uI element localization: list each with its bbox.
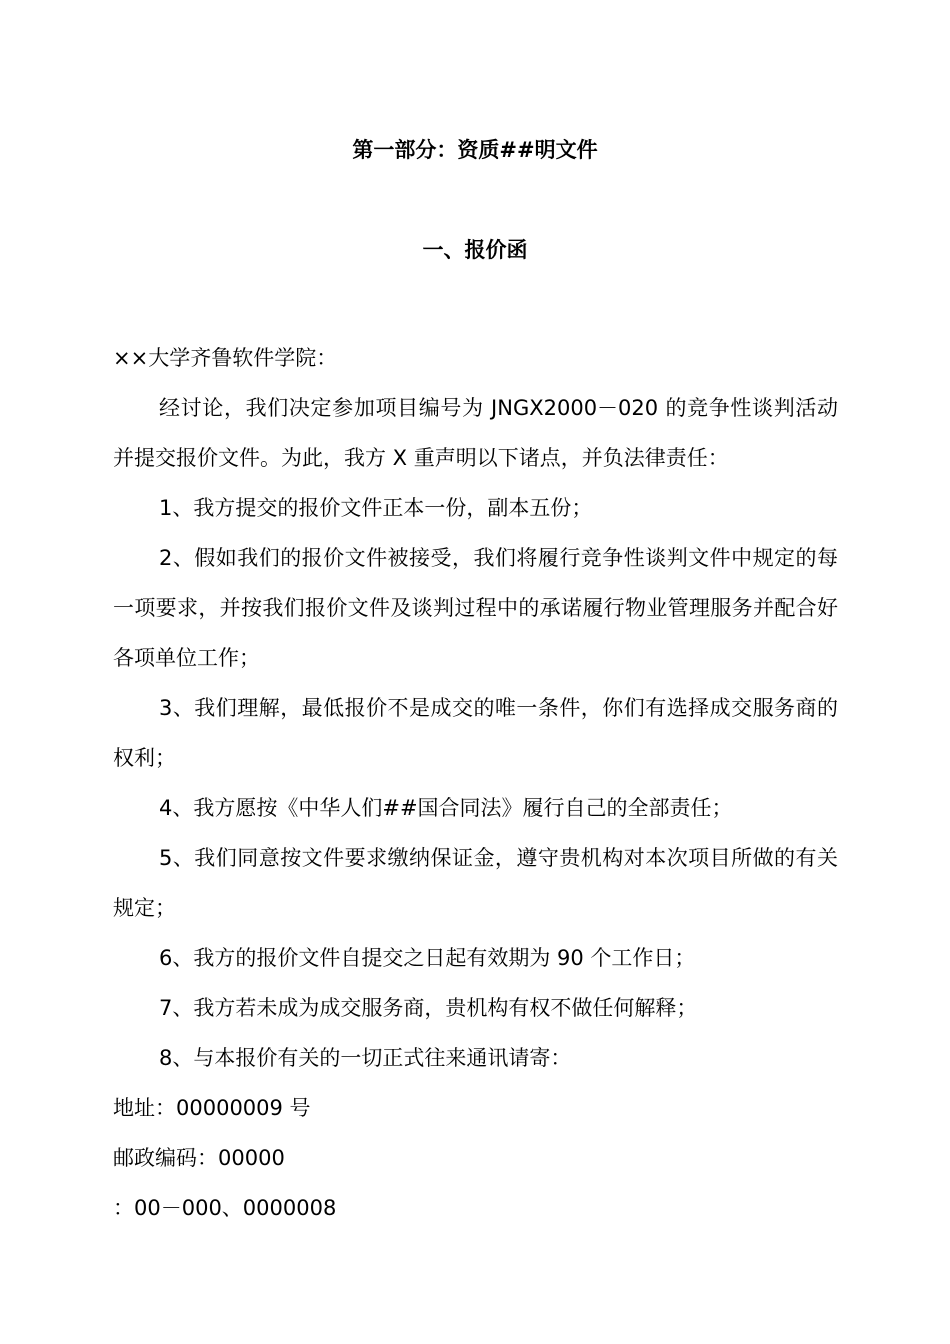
list-item: 8、与本报价有关的一切正式往来通讯请寄：	[159, 1046, 572, 1070]
contact-address: 地址：00000009 号	[113, 1096, 311, 1120]
list-item: 5、我们同意按文件要求缴纳保证金，遵守贵机构对本次项目所做的有关规定；	[113, 846, 838, 920]
list-item: 1、我方提交的报价文件正本一份，副本五份；	[159, 496, 593, 520]
list-item: 3、我们理解，最低报价不是成交的唯一条件，你们有选择成交服务商的权利；	[113, 696, 838, 770]
part-title: 第一部分：资质##明文件	[352, 138, 598, 162]
list-item: 7、我方若未成为成交服务商，贵机构有权不做任何解释；	[159, 996, 698, 1020]
section-title: 一、报价函	[422, 238, 528, 262]
contact-postcode: 邮政编码：00000	[113, 1146, 285, 1170]
list-item: 6、我方的报价文件自提交之日起有效期为 90 个工作日；	[159, 946, 696, 970]
contact-phone: ：00－000、0000008	[113, 1196, 337, 1220]
letter-body	[113, 333, 838, 1233]
salutation: ××大学齐鲁软件学院：	[113, 346, 338, 370]
list-item: 4、我方愿按《中华人们##国合同法》履行自己的全部责任；	[159, 796, 733, 820]
intro-paragraph: 经讨论，我们决定参加项目编号为 JNGX2000－020 的竞争性谈判活动并提交报价文件。为此，我方 X 重声明以下诸点，并负法律责任：	[113, 396, 838, 470]
list-item: 2、假如我们的报价文件被接受，我们将履行竞争性谈判文件中规定的每一项要求，并按我们报价文件及谈判过程中的承诺履行物业管理服务并配合好各项单位工作；	[113, 546, 838, 670]
